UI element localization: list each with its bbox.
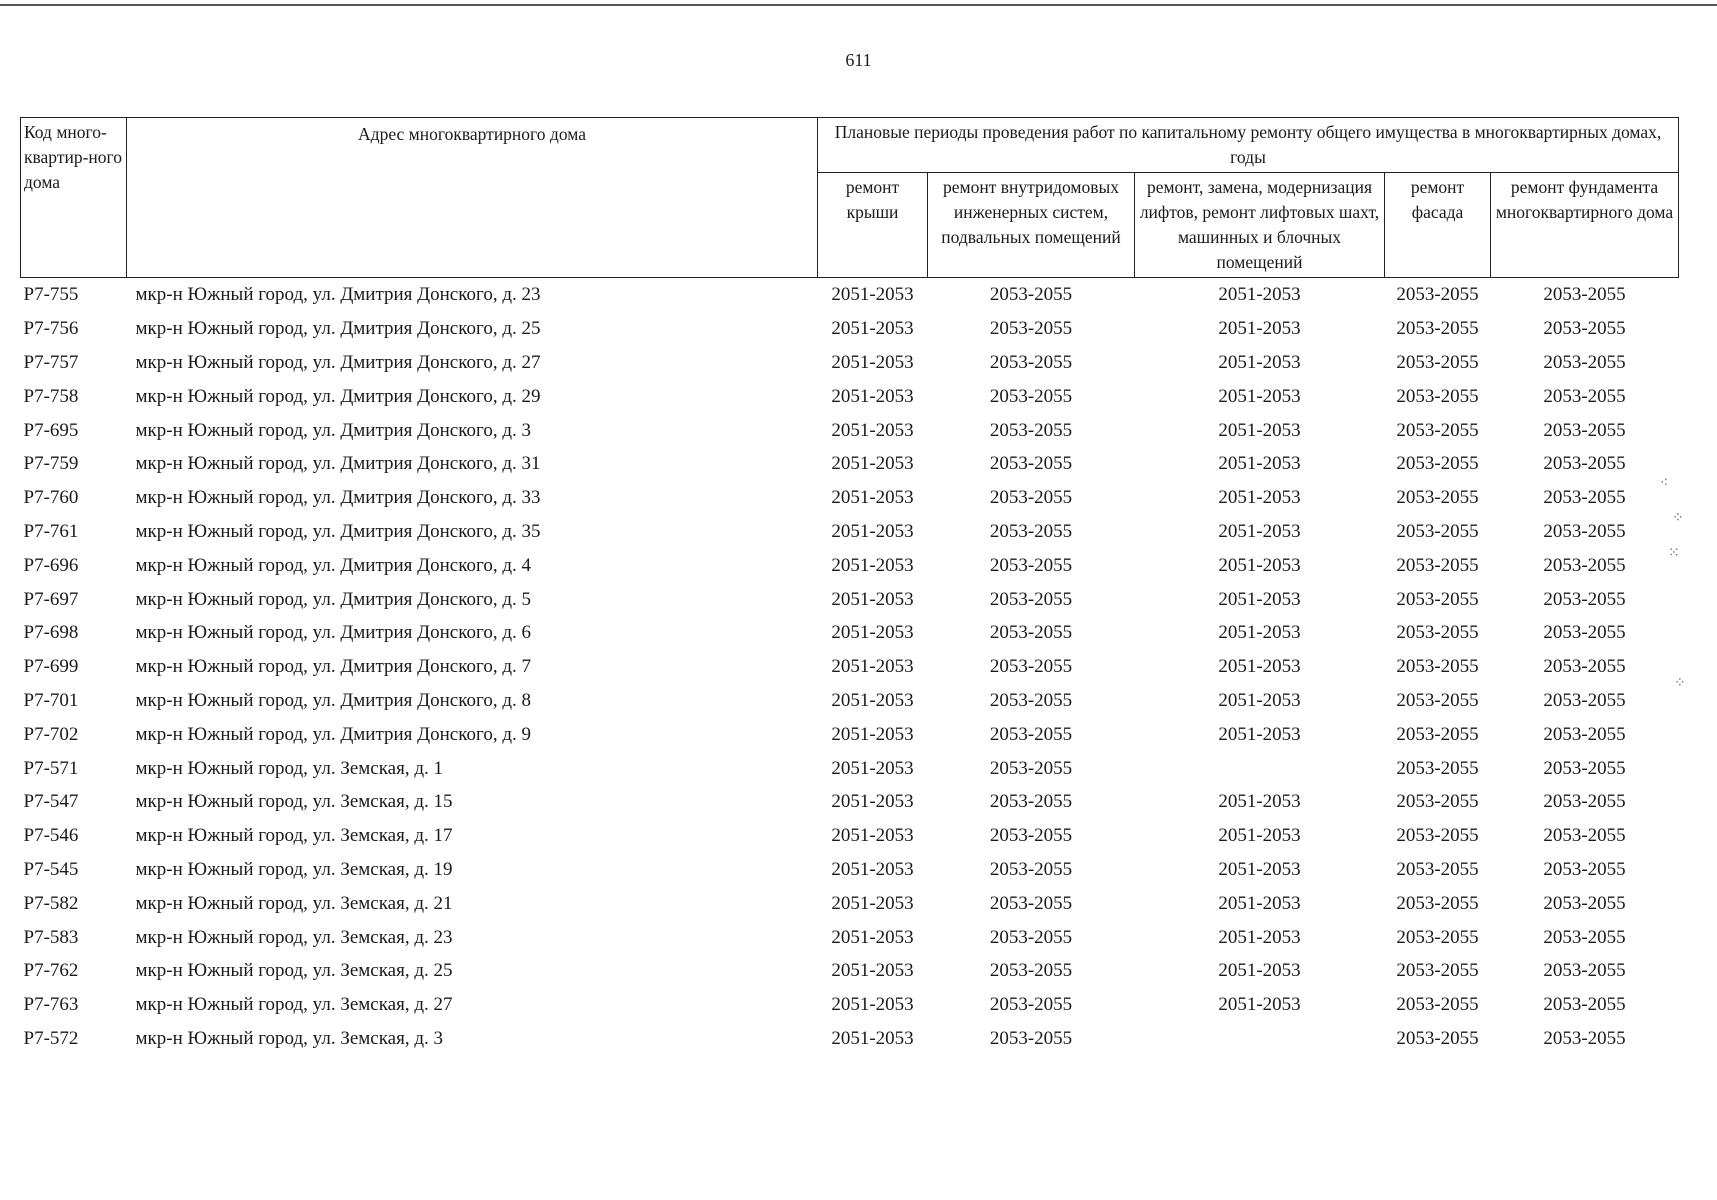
cell-facade: 2053-2055 — [1396, 351, 1479, 373]
cell-address: мкр-н Южный город, ул. Дмитрия Донского, д. 29 — [135, 385, 541, 407]
cell-foundation: 2053-2055 — [1543, 757, 1626, 779]
header-address: Адрес многоквартирного дома — [127, 118, 818, 278]
cell-facade: 2053-2055 — [1396, 757, 1479, 779]
table-row — [21, 819, 1679, 853]
table-row — [21, 684, 1679, 718]
cell-roof: 2051-2053 — [831, 1027, 914, 1049]
cell-elevators: 2051-2053 — [1218, 960, 1301, 982]
cell-elevators: 2051-2053 — [1218, 892, 1301, 914]
cell-address: мкр-н Южный город, ул. Дмитрия Донского, д. 23 — [135, 284, 541, 306]
cell-facade: 2053-2055 — [1396, 1027, 1479, 1049]
cell-roof: 2051-2053 — [831, 385, 914, 407]
cell-foundation: 2053-2055 — [1543, 858, 1626, 880]
cell-code: Р7-582 — [23, 892, 79, 914]
cell-foundation: 2053-2055 — [1543, 487, 1626, 509]
cell-facade: 2053-2055 — [1396, 588, 1479, 610]
cell-roof: 2051-2053 — [831, 791, 914, 813]
cell-elevators: 2051-2053 — [1218, 689, 1301, 711]
header-facade: ремонт фасада — [1385, 173, 1491, 278]
cell-facade: 2053-2055 — [1396, 385, 1479, 407]
cell-elevators: 2051-2053 — [1218, 520, 1301, 542]
scan-speck: ⁘ — [1674, 676, 1686, 691]
cell-address: мкр-н Южный город, ул. Земская, д. 27 — [135, 994, 453, 1016]
table-row — [21, 582, 1679, 616]
cell-engineering: 2053-2055 — [989, 385, 1073, 407]
cell-engineering: 2053-2055 — [989, 892, 1073, 914]
cell-facade: 2053-2055 — [1396, 520, 1479, 542]
cell-facade: 2053-2055 — [1396, 858, 1479, 880]
cell-engineering: 2053-2055 — [989, 757, 1073, 779]
cell-address: мкр-н Южный город, ул. Дмитрия Донского, д. 27 — [135, 351, 541, 373]
cell-code: Р7-571 — [23, 757, 79, 779]
cell-address: мкр-н Южный город, ул. Земская, д. 17 — [135, 825, 453, 847]
cell-elevators: 2051-2053 — [1218, 656, 1301, 678]
table-row — [21, 515, 1679, 549]
table-row — [21, 346, 1679, 380]
cell-address: мкр-н Южный город, ул. Земская, д. 1 — [135, 757, 444, 779]
cell-code: Р7-757 — [23, 351, 79, 373]
cell-roof: 2051-2053 — [831, 892, 914, 914]
cell-roof: 2051-2053 — [831, 960, 914, 982]
cell-roof: 2051-2053 — [831, 825, 914, 847]
cell-code: Р7-572 — [23, 1027, 79, 1049]
cell-code: Р7-695 — [23, 419, 79, 441]
cell-elevators: 2051-2053 — [1218, 284, 1301, 306]
cell-elevators: 2051-2053 — [1218, 385, 1301, 407]
cell-engineering: 2053-2055 — [989, 960, 1073, 982]
table-row — [21, 616, 1679, 650]
cell-elevators: 2051-2053 — [1218, 588, 1301, 610]
cell-roof: 2051-2053 — [831, 554, 914, 576]
scan-speck: ⁖ — [1660, 476, 1669, 491]
cell-foundation: 2053-2055 — [1543, 385, 1626, 407]
cell-address: мкр-н Южный город, ул. Земская, д. 15 — [135, 791, 453, 813]
cell-code: Р7-759 — [23, 453, 79, 475]
table-row — [21, 481, 1679, 515]
cell-foundation: 2053-2055 — [1543, 689, 1626, 711]
cell-roof: 2051-2053 — [831, 723, 914, 745]
cell-foundation: 2053-2055 — [1543, 825, 1626, 847]
cell-facade: 2053-2055 — [1396, 656, 1479, 678]
cell-facade: 2053-2055 — [1396, 926, 1479, 948]
cell-facade: 2053-2055 — [1396, 487, 1479, 509]
cell-elevators: 2051-2053 — [1218, 351, 1301, 373]
cell-roof: 2051-2053 — [831, 284, 914, 306]
header-foundation: ремонт фундамента многоквартирного дома — [1491, 173, 1679, 278]
cell-engineering: 2053-2055 — [989, 351, 1073, 373]
cell-roof: 2051-2053 — [831, 487, 914, 509]
cell-roof: 2051-2053 — [831, 926, 914, 948]
cell-engineering: 2053-2055 — [989, 318, 1073, 340]
cell-elevators: 2051-2053 — [1218, 419, 1301, 441]
cell-foundation: 2053-2055 — [1543, 960, 1626, 982]
table-row — [21, 954, 1679, 988]
cell-engineering: 2053-2055 — [989, 453, 1073, 475]
cell-elevators: 2051-2053 — [1218, 554, 1301, 576]
cell-foundation: 2053-2055 — [1543, 656, 1626, 678]
cell-address: мкр-н Южный город, ул. Дмитрия Донского, д. 7 — [135, 656, 531, 678]
cell-engineering: 2053-2055 — [989, 825, 1073, 847]
cell-elevators: 2051-2053 — [1218, 858, 1301, 880]
cell-address: мкр-н Южный город, ул. Дмитрия Донского, д. 33 — [135, 487, 541, 509]
cell-foundation: 2053-2055 — [1543, 419, 1626, 441]
cell-code: Р7-763 — [23, 994, 79, 1016]
cell-facade: 2053-2055 — [1396, 318, 1479, 340]
cell-engineering: 2053-2055 — [989, 791, 1073, 813]
header-elevators: ремонт, замена, модернизация лифтов, ремонт лифтовых шахт, машинных и блочных помещений — [1135, 173, 1385, 278]
cell-roof: 2051-2053 — [831, 419, 914, 441]
cell-foundation: 2053-2055 — [1543, 520, 1626, 542]
cell-address: мкр-н Южный город, ул. Дмитрия Донского, д. 35 — [135, 520, 541, 542]
scan-speck: ⁙ — [1668, 546, 1680, 561]
cell-elevators: 2051-2053 — [1218, 723, 1301, 745]
table-row — [21, 312, 1679, 346]
cell-foundation: 2053-2055 — [1543, 994, 1626, 1016]
cell-roof: 2051-2053 — [831, 453, 914, 475]
cell-engineering: 2053-2055 — [989, 858, 1073, 880]
cell-facade: 2053-2055 — [1396, 994, 1479, 1016]
cell-roof: 2051-2053 — [831, 318, 914, 340]
cell-foundation: 2053-2055 — [1543, 554, 1626, 576]
cell-address: мкр-н Южный город, ул. Дмитрия Донского, д. 5 — [135, 588, 531, 610]
cell-foundation: 2053-2055 — [1543, 453, 1626, 475]
cell-address: мкр-н Южный город, ул. Дмитрия Донского, д. 8 — [135, 689, 531, 711]
table-row — [21, 278, 1679, 312]
cell-foundation: 2053-2055 — [1543, 284, 1626, 306]
table-row — [21, 751, 1679, 785]
cell-roof: 2051-2053 — [831, 351, 914, 373]
cell-foundation: 2053-2055 — [1543, 926, 1626, 948]
cell-address: мкр-н Южный город, ул. Земская, д. 3 — [135, 1027, 444, 1049]
cell-engineering: 2053-2055 — [989, 926, 1073, 948]
cell-foundation: 2053-2055 — [1543, 1027, 1626, 1049]
cell-foundation: 2053-2055 — [1543, 723, 1626, 745]
cell-roof: 2051-2053 — [831, 858, 914, 880]
table-row — [21, 886, 1679, 920]
cell-code: Р7-547 — [23, 791, 79, 813]
cell-facade: 2053-2055 — [1396, 960, 1479, 982]
cell-roof: 2051-2053 — [831, 622, 914, 644]
cell-code: Р7-696 — [23, 554, 79, 576]
cell-engineering: 2053-2055 — [989, 554, 1073, 576]
cell-engineering: 2053-2055 — [989, 284, 1073, 306]
cell-foundation: 2053-2055 — [1543, 622, 1626, 644]
cell-code: Р7-761 — [23, 520, 79, 542]
cell-code: Р7-702 — [23, 723, 79, 745]
cell-elevators: 2051-2053 — [1218, 622, 1301, 644]
cell-code: Р7-583 — [23, 926, 79, 948]
cell-code: Р7-698 — [23, 622, 79, 644]
cell-address: мкр-н Южный город, ул. Дмитрия Донского, д. 31 — [135, 453, 541, 475]
cell-facade: 2053-2055 — [1396, 689, 1479, 711]
cell-address: мкр-н Южный город, ул. Дмитрия Донского, д. 4 — [135, 554, 531, 576]
cell-engineering: 2053-2055 — [989, 487, 1073, 509]
cell-foundation: 2053-2055 — [1543, 351, 1626, 373]
cell-engineering: 2053-2055 — [989, 1027, 1073, 1049]
cell-facade: 2053-2055 — [1396, 791, 1479, 813]
cell-engineering: 2053-2055 — [989, 520, 1073, 542]
header-periods-group: Плановые периоды проведения работ по капитальному ремонту общего имущества в многоквартирных домах, годы — [818, 118, 1679, 173]
cell-address: мкр-н Южный город, ул. Земская, д. 19 — [135, 858, 453, 880]
cell-elevators — [1135, 1022, 1385, 1056]
cell-facade: 2053-2055 — [1396, 622, 1479, 644]
table-row — [21, 650, 1679, 684]
cell-code: Р7-545 — [23, 858, 79, 880]
cell-facade: 2053-2055 — [1396, 554, 1479, 576]
cell-engineering: 2053-2055 — [989, 723, 1073, 745]
cell-foundation: 2053-2055 — [1543, 588, 1626, 610]
cell-roof: 2051-2053 — [831, 656, 914, 678]
cell-foundation: 2053-2055 — [1543, 318, 1626, 340]
cell-code: Р7-758 — [23, 385, 79, 407]
table-row — [21, 379, 1679, 413]
cell-elevators: 2051-2053 — [1218, 791, 1301, 813]
cell-code: Р7-701 — [23, 689, 79, 711]
cell-elevators: 2051-2053 — [1218, 318, 1301, 340]
cell-engineering: 2053-2055 — [989, 994, 1073, 1016]
table-row — [21, 988, 1679, 1022]
cell-address: мкр-н Южный город, ул. Земская, д. 23 — [135, 926, 453, 948]
cell-code: Р7-760 — [23, 487, 79, 509]
header-roof: ремонт крыши — [818, 173, 928, 278]
cell-engineering: 2053-2055 — [989, 588, 1073, 610]
table-header — [21, 118, 1679, 278]
cell-code: Р7-699 — [23, 656, 79, 678]
cell-engineering: 2053-2055 — [989, 622, 1073, 644]
cell-code: Р7-756 — [23, 318, 79, 340]
table-row — [21, 785, 1679, 819]
cell-elevators — [1135, 751, 1385, 785]
cell-elevators: 2051-2053 — [1218, 453, 1301, 475]
cell-roof: 2051-2053 — [831, 757, 914, 779]
cell-code: Р7-762 — [23, 960, 79, 982]
header-code: Код много-квартир-ного дома — [21, 118, 127, 278]
cell-elevators: 2051-2053 — [1218, 926, 1301, 948]
table-row — [21, 920, 1679, 954]
scan-speck: ⁘ — [1672, 511, 1684, 526]
cell-facade: 2053-2055 — [1396, 419, 1479, 441]
cell-address: мкр-н Южный город, ул. Дмитрия Донского, д. 3 — [135, 419, 531, 441]
cell-facade: 2053-2055 — [1396, 892, 1479, 914]
cell-code: Р7-546 — [23, 825, 79, 847]
cell-address: мкр-н Южный город, ул. Дмитрия Донского, д. 9 — [135, 723, 531, 745]
cell-engineering: 2053-2055 — [989, 419, 1073, 441]
cell-facade: 2053-2055 — [1396, 284, 1479, 306]
table-row — [21, 1022, 1679, 1056]
cell-address: мкр-н Южный город, ул. Дмитрия Донского, д. 25 — [135, 318, 541, 340]
cell-foundation: 2053-2055 — [1543, 892, 1626, 914]
cell-code: Р7-697 — [23, 588, 79, 610]
cell-facade: 2053-2055 — [1396, 453, 1479, 475]
cell-engineering: 2053-2055 — [989, 656, 1073, 678]
cell-roof: 2051-2053 — [831, 520, 914, 542]
table-row — [21, 853, 1679, 887]
cell-facade: 2053-2055 — [1396, 723, 1479, 745]
cell-roof: 2051-2053 — [831, 689, 914, 711]
cell-facade: 2053-2055 — [1396, 825, 1479, 847]
cell-address: мкр-н Южный город, ул. Земская, д. 21 — [135, 892, 453, 914]
table-row — [21, 413, 1679, 447]
cell-engineering: 2053-2055 — [989, 689, 1073, 711]
table-body — [21, 278, 1679, 1056]
table-row — [21, 717, 1679, 751]
capital-repair-table — [20, 117, 1679, 1055]
cell-roof: 2051-2053 — [831, 588, 914, 610]
cell-elevators: 2051-2053 — [1218, 825, 1301, 847]
cell-address: мкр-н Южный город, ул. Дмитрия Донского, д. 6 — [135, 622, 531, 644]
cell-elevators: 2051-2053 — [1218, 994, 1301, 1016]
cell-address: мкр-н Южный город, ул. Земская, д. 25 — [135, 960, 453, 982]
page-number: 611 — [845, 50, 872, 70]
page-top-rule — [0, 4, 1717, 6]
table-row — [21, 447, 1679, 481]
cell-roof: 2051-2053 — [831, 994, 914, 1016]
header-engineering: ремонт внутридомовых инженерных систем, подвальных помещений — [928, 173, 1135, 278]
cell-foundation: 2053-2055 — [1543, 791, 1626, 813]
cell-code: Р7-755 — [23, 284, 79, 306]
cell-elevators: 2051-2053 — [1218, 487, 1301, 509]
table-row — [21, 548, 1679, 582]
